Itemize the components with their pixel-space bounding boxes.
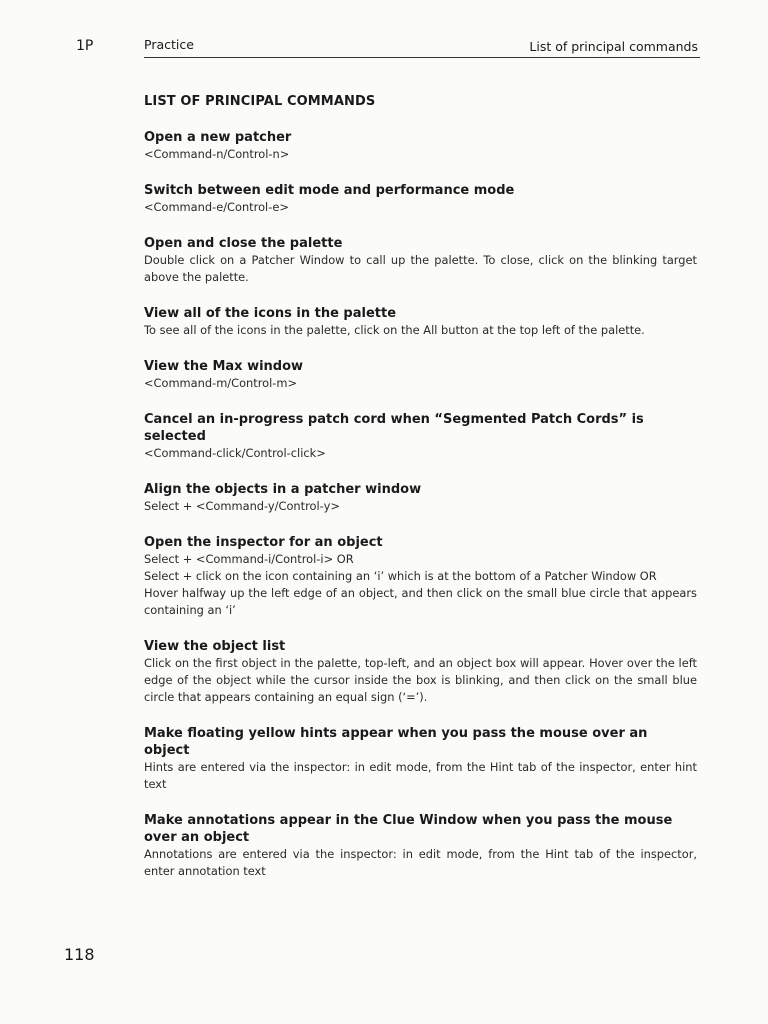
command-entry [144, 235, 697, 286]
chapter-tag: 1P [76, 38, 94, 54]
command-entry [144, 305, 697, 339]
command-title: Switch between edit mode and performance mode [144, 183, 515, 198]
command-description: Click on the first object in the palette, top-left, and an object box will appear. Hover over the left edge of the object while the cursor inside the box is blinking, and then click on the small blue circle that appears containing an equal sign (‘=’). [144, 656, 697, 704]
command-description: Hover halfway up the left edge of an object, and then click on the small blue circle that appears containing an ‘i’ [144, 586, 697, 617]
command-entry [144, 534, 697, 619]
command-description: <Command-e/Control-e> [144, 200, 289, 214]
running-header-right: List of principal commands [529, 39, 698, 54]
running-header-left: Practice [144, 37, 194, 52]
command-list [144, 129, 697, 880]
command-description: Hints are entered via the inspector: in edit mode, from the Hint tab of the inspector, enter hint text [144, 760, 697, 791]
command-description: <Command-click/Control-click> [144, 446, 326, 460]
command-entry [144, 725, 697, 793]
command-description: Select + <Command-i/Control-i> OR [144, 552, 354, 566]
command-description: Select + click on the icon containing an ‘i’ which is at the bottom of a Patcher Window OR [144, 569, 657, 583]
page-content [144, 94, 697, 899]
command-entry [144, 411, 697, 462]
command-description: Annotations are entered via the inspector: in edit mode, from the Hint tab of the inspector, enter annotation text [144, 847, 697, 878]
command-entry [144, 358, 697, 392]
command-entry [144, 638, 697, 706]
command-description: Double click on a Patcher Window to call up the palette. To close, click on the blinking target above the palette. [144, 253, 697, 284]
header-rule [144, 57, 700, 58]
section-title: LIST OF PRINCIPAL COMMANDS [144, 94, 376, 109]
command-title: Make floating yellow hints appear when you pass the mouse over an object [144, 726, 648, 758]
command-title: View the object list [144, 639, 286, 654]
command-title: Open the inspector for an object [144, 535, 383, 550]
command-description: <Command-n/Control-n> [144, 147, 290, 161]
command-title: View all of the icons in the palette [144, 306, 397, 321]
command-title: Open and close the palette [144, 236, 343, 251]
command-entry [144, 812, 697, 880]
command-description: Select + <Command-y/Control-y> [144, 499, 340, 513]
command-entry [144, 129, 697, 163]
command-title: Make annotations appear in the Clue Window when you pass the mouse over an object [144, 813, 673, 845]
command-description: <Command-m/Control-m> [144, 376, 298, 390]
command-description: To see all of the icons in the palette, click on the All button at the top left of the palette. [144, 323, 645, 337]
command-entry [144, 481, 697, 515]
command-title: Open a new patcher [144, 130, 292, 145]
command-entry [144, 182, 697, 216]
page-number: 118 [64, 945, 95, 964]
command-title: Cancel an in-progress patch cord when “Segmented Patch Cords” is selected [144, 412, 644, 444]
command-title: Align the objects in a patcher window [144, 482, 422, 497]
command-title: View the Max window [144, 359, 304, 374]
